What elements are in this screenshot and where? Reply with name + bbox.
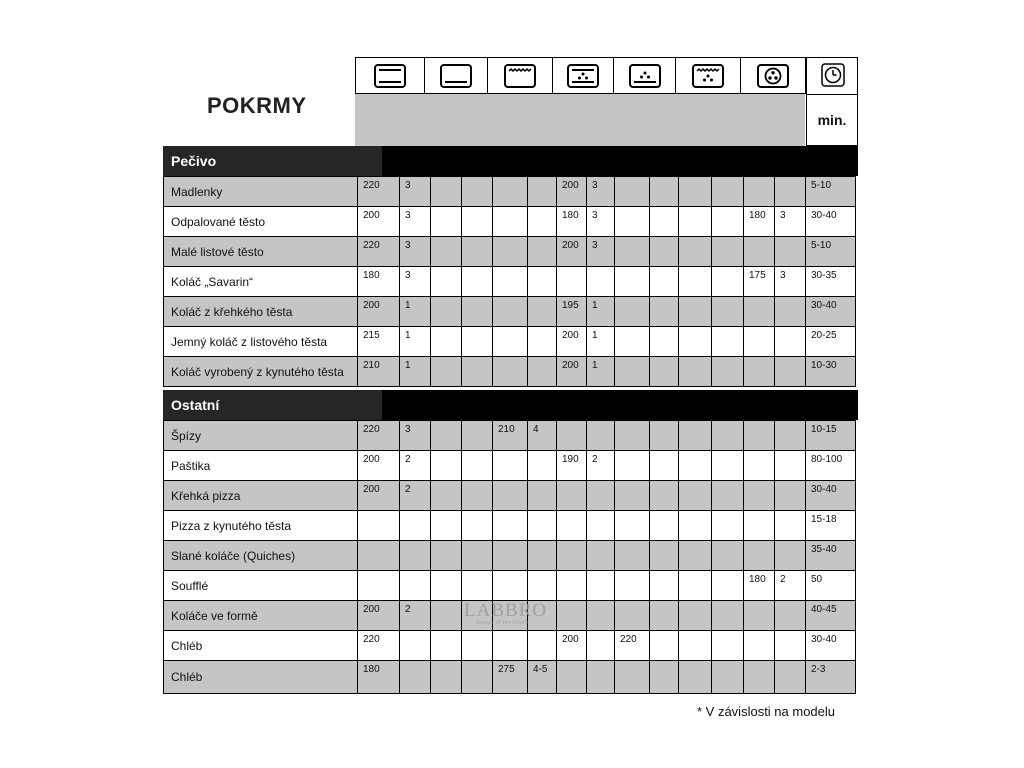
- rack-level-cell: 3: [400, 207, 431, 237]
- section-label: Ostatní: [163, 390, 382, 420]
- watermark-logo: LABBRO design of the future: [464, 600, 548, 626]
- table-row: [164, 327, 856, 357]
- temperature-cell: [744, 421, 775, 451]
- rack-level-cell: [775, 451, 806, 481]
- rack-level-cell: [775, 421, 806, 451]
- temperature-cell: [493, 451, 528, 481]
- rack-level-cell: [587, 267, 615, 297]
- rack-level-cell: 2: [400, 451, 431, 481]
- temperature-cell: [431, 481, 462, 511]
- page-title: POKRMY: [207, 93, 307, 118]
- rack-level-cell: [650, 481, 679, 511]
- time-cell: 50: [806, 571, 856, 601]
- rack-level-cell: [775, 661, 806, 694]
- table-row: [164, 541, 856, 571]
- rack-level-cell: [587, 481, 615, 511]
- rack-level-cell: [775, 177, 806, 207]
- rack-level-cell: [650, 661, 679, 694]
- rack-level-cell: [528, 297, 557, 327]
- temperature-cell: [615, 357, 650, 387]
- dish-name: Špízy: [164, 421, 358, 451]
- temperature-cell: [615, 297, 650, 327]
- temperature-cell: [431, 237, 462, 267]
- temperature-cell: [744, 541, 775, 571]
- time-cell: 20-25: [806, 327, 856, 357]
- rack-level-cell: [650, 541, 679, 571]
- temperature-cell: [431, 541, 462, 571]
- rack-level-cell: [775, 481, 806, 511]
- rack-level-cell: [587, 511, 615, 541]
- rack-level-cell: [528, 451, 557, 481]
- temperature-cell: [615, 511, 650, 541]
- temperature-cell: [679, 481, 712, 511]
- rack-level-cell: [587, 631, 615, 661]
- temperature-cell: [557, 481, 587, 511]
- temperature-cell: [557, 541, 587, 571]
- temperature-cell: [679, 327, 712, 357]
- rack-level-cell: [587, 661, 615, 694]
- table-row: [164, 207, 856, 237]
- temperature-cell: [431, 297, 462, 327]
- temperature-cell: 175: [744, 267, 775, 297]
- table-pecivo: [163, 176, 856, 387]
- oven-grill-icon: [487, 57, 553, 94]
- temperature-cell: [679, 571, 712, 601]
- temperature-cell: [431, 511, 462, 541]
- oven-fan-grill-icon: [675, 57, 741, 94]
- rack-level-cell: [462, 421, 493, 451]
- table-row: [164, 661, 856, 694]
- rack-level-cell: [650, 327, 679, 357]
- rack-level-cell: [462, 511, 493, 541]
- temperature-cell: 200: [557, 177, 587, 207]
- rack-level-cell: 3: [587, 237, 615, 267]
- rack-level-cell: 2: [400, 601, 431, 631]
- time-cell: 80-100: [806, 451, 856, 481]
- temperature-cell: 200: [358, 481, 400, 511]
- time-cell: 15-18: [806, 511, 856, 541]
- temperature-cell: 180: [358, 267, 400, 297]
- temperature-cell: 200: [557, 327, 587, 357]
- temperature-cell: 200: [557, 237, 587, 267]
- table-row: [164, 421, 856, 451]
- temperature-cell: [557, 661, 587, 694]
- dish-name: Odpalované těsto: [164, 207, 358, 237]
- rack-level-cell: [712, 177, 744, 207]
- rack-level-cell: [650, 357, 679, 387]
- table-row: [164, 571, 856, 601]
- oven-fan-bottom-icon: [613, 57, 676, 94]
- oven-bottom-heat-icon: [424, 57, 488, 94]
- rack-level-cell: [528, 237, 557, 267]
- rack-level-cell: 2: [400, 481, 431, 511]
- time-cell: 30-40: [806, 207, 856, 237]
- temperature-cell: 275: [493, 661, 528, 694]
- rack-level-cell: [650, 631, 679, 661]
- dish-name: Pizza z kynutého těsta: [164, 511, 358, 541]
- temperature-cell: [557, 601, 587, 631]
- oven-fan-top-bottom-icon: [552, 57, 614, 94]
- rack-level-cell: 3: [400, 421, 431, 451]
- dish-name: Malé listové těsto: [164, 237, 358, 267]
- rack-level-cell: 1: [587, 357, 615, 387]
- temperature-cell: [744, 327, 775, 357]
- temperature-cell: [679, 601, 712, 631]
- rack-level-cell: [712, 357, 744, 387]
- temperature-cell: [679, 207, 712, 237]
- table-row: [164, 451, 856, 481]
- temperature-cell: [744, 511, 775, 541]
- clock-icon: [821, 63, 845, 87]
- rack-level-cell: [712, 661, 744, 694]
- rack-level-cell: 4: [528, 421, 557, 451]
- dish-name: Koláč „Savarin“: [164, 267, 358, 297]
- temperature-cell: [493, 541, 528, 571]
- temperature-cell: 220: [358, 177, 400, 207]
- time-cell: 2-3: [806, 661, 856, 694]
- rack-level-cell: [587, 421, 615, 451]
- time-cell: 5-10: [806, 177, 856, 207]
- dish-name: Koláč z křehkého těsta: [164, 297, 358, 327]
- temperature-cell: [615, 571, 650, 601]
- temperature-cell: [431, 327, 462, 357]
- temperature-cell: [744, 601, 775, 631]
- oven-top-bottom-heat-icon: [355, 57, 425, 94]
- temperature-cell: [431, 601, 462, 631]
- rack-level-cell: [712, 297, 744, 327]
- temperature-cell: [493, 177, 528, 207]
- rack-level-cell: [400, 511, 431, 541]
- temperature-cell: [431, 451, 462, 481]
- temperature-cell: [615, 541, 650, 571]
- section-label: Pečivo: [163, 146, 382, 176]
- rack-level-cell: [712, 327, 744, 357]
- rack-level-cell: [462, 541, 493, 571]
- header-grey-bar: [355, 94, 805, 146]
- time-cell: 30-40: [806, 297, 856, 327]
- table-row: [164, 177, 856, 207]
- rack-level-cell: [400, 631, 431, 661]
- rack-level-cell: 1: [587, 327, 615, 357]
- temperature-cell: [615, 177, 650, 207]
- rack-level-cell: [528, 177, 557, 207]
- dish-name: Chléb: [164, 661, 358, 694]
- time-cell: 5-10: [806, 237, 856, 267]
- table-ostatni: [163, 420, 856, 694]
- temperature-cell: 220: [358, 237, 400, 267]
- time-cell: 30-40: [806, 631, 856, 661]
- rack-level-cell: [528, 481, 557, 511]
- temperature-cell: [679, 177, 712, 207]
- temperature-cell: [679, 661, 712, 694]
- temperature-cell: [431, 631, 462, 661]
- rack-level-cell: [775, 297, 806, 327]
- rack-level-cell: [462, 297, 493, 327]
- temperature-cell: [431, 661, 462, 694]
- table-row: [164, 631, 856, 661]
- table-row: [164, 237, 856, 267]
- temperature-cell: [615, 451, 650, 481]
- rack-level-cell: [712, 237, 744, 267]
- temperature-cell: [431, 421, 462, 451]
- rack-level-cell: [775, 327, 806, 357]
- rack-level-cell: 2: [775, 571, 806, 601]
- temperature-cell: [493, 631, 528, 661]
- time-cell: 35-40: [806, 541, 856, 571]
- rack-level-cell: [462, 327, 493, 357]
- temperature-cell: [431, 357, 462, 387]
- temperature-cell: [493, 267, 528, 297]
- rack-level-cell: [712, 451, 744, 481]
- temperature-cell: [744, 661, 775, 694]
- temperature-cell: [615, 327, 650, 357]
- temperature-cell: [744, 631, 775, 661]
- footnote: * V závislosti na modelu: [697, 704, 836, 719]
- temperature-cell: [358, 511, 400, 541]
- rack-level-cell: [712, 571, 744, 601]
- time-cell: 40-45: [806, 601, 856, 631]
- mode-header: [355, 57, 858, 146]
- temperature-cell: [744, 451, 775, 481]
- dish-name: Soufflé: [164, 571, 358, 601]
- rack-level-cell: 2: [587, 451, 615, 481]
- rack-level-cell: [650, 267, 679, 297]
- rack-level-cell: 1: [400, 357, 431, 387]
- rack-level-cell: 1: [400, 327, 431, 357]
- temperature-cell: [431, 267, 462, 297]
- temperature-cell: [744, 177, 775, 207]
- temperature-cell: [615, 421, 650, 451]
- section-header-ostatni: [163, 390, 858, 420]
- rack-level-cell: [775, 631, 806, 661]
- rack-level-cell: [528, 207, 557, 237]
- rack-level-cell: [712, 481, 744, 511]
- rack-level-cell: [712, 511, 744, 541]
- temperature-cell: [431, 571, 462, 601]
- rack-level-cell: [462, 177, 493, 207]
- temperature-cell: 220: [615, 631, 650, 661]
- dish-name: Jemný koláč z listového těsta: [164, 327, 358, 357]
- rack-level-cell: [462, 237, 493, 267]
- table-row: [164, 297, 856, 327]
- temperature-cell: [615, 237, 650, 267]
- table-row: [164, 481, 856, 511]
- rack-level-cell: [587, 571, 615, 601]
- time-cell: 10-15: [806, 421, 856, 451]
- temperature-cell: 200: [358, 207, 400, 237]
- temperature-cell: [679, 631, 712, 661]
- rack-level-cell: 3: [775, 207, 806, 237]
- dish-name: Slané koláče (Quiches): [164, 541, 358, 571]
- temperature-cell: [557, 571, 587, 601]
- rack-level-cell: [528, 571, 557, 601]
- temperature-cell: 180: [557, 207, 587, 237]
- temperature-cell: [679, 297, 712, 327]
- rack-level-cell: 3: [400, 177, 431, 207]
- rack-level-cell: [462, 661, 493, 694]
- dish-name: Koláč vyrobený z kynutého těsta: [164, 357, 358, 387]
- dish-name: Madlenky: [164, 177, 358, 207]
- temperature-cell: [679, 541, 712, 571]
- temperature-cell: [615, 267, 650, 297]
- rack-level-cell: 3: [400, 267, 431, 297]
- temperature-cell: [493, 237, 528, 267]
- temperature-cell: [493, 297, 528, 327]
- dish-name: Křehká pizza: [164, 481, 358, 511]
- rack-level-cell: [650, 177, 679, 207]
- rack-level-cell: [528, 511, 557, 541]
- rack-level-cell: [528, 357, 557, 387]
- rack-level-cell: 1: [400, 297, 431, 327]
- rack-level-cell: [400, 541, 431, 571]
- temperature-cell: [679, 451, 712, 481]
- rack-level-cell: [587, 601, 615, 631]
- rack-level-cell: [462, 631, 493, 661]
- temperature-cell: [679, 357, 712, 387]
- temperature-cell: [557, 421, 587, 451]
- table-row: [164, 267, 856, 297]
- time-column-header: [806, 57, 858, 146]
- temperature-cell: [358, 541, 400, 571]
- oven-hot-air-icon: [740, 57, 806, 94]
- rack-level-cell: [400, 571, 431, 601]
- temperature-cell: [744, 357, 775, 387]
- temperature-cell: 180: [744, 571, 775, 601]
- temperature-cell: 220: [358, 421, 400, 451]
- time-cell: 10-30: [806, 357, 856, 387]
- temperature-cell: [679, 237, 712, 267]
- rack-level-cell: 4-5: [528, 661, 557, 694]
- table-row: [164, 357, 856, 387]
- rack-level-cell: [462, 451, 493, 481]
- temperature-cell: [679, 511, 712, 541]
- time-cell: 30-40: [806, 481, 856, 511]
- temperature-cell: 215: [358, 327, 400, 357]
- rack-level-cell: [528, 267, 557, 297]
- temperature-cell: [744, 297, 775, 327]
- rack-level-cell: [712, 421, 744, 451]
- temperature-cell: 180: [744, 207, 775, 237]
- temperature-cell: [431, 177, 462, 207]
- temperature-cell: [744, 237, 775, 267]
- temperature-cell: 200: [358, 601, 400, 631]
- temperature-cell: [358, 571, 400, 601]
- rack-level-cell: [775, 601, 806, 631]
- temperature-cell: [493, 357, 528, 387]
- temperature-cell: [493, 481, 528, 511]
- rack-level-cell: [650, 297, 679, 327]
- temperature-cell: [493, 511, 528, 541]
- temperature-cell: [744, 481, 775, 511]
- temperature-cell: [615, 601, 650, 631]
- rack-level-cell: [587, 541, 615, 571]
- rack-level-cell: 3: [400, 237, 431, 267]
- temperature-cell: [493, 207, 528, 237]
- temperature-cell: [615, 481, 650, 511]
- rack-level-cell: [775, 237, 806, 267]
- temperature-cell: 210: [358, 357, 400, 387]
- dish-name: Paštika: [164, 451, 358, 481]
- rack-level-cell: [462, 207, 493, 237]
- temperature-cell: [431, 207, 462, 237]
- temperature-cell: [679, 267, 712, 297]
- rack-level-cell: 3: [587, 207, 615, 237]
- time-cell: 30-35: [806, 267, 856, 297]
- rack-level-cell: 3: [775, 267, 806, 297]
- rack-level-cell: [650, 511, 679, 541]
- rack-level-cell: [528, 541, 557, 571]
- rack-level-cell: [462, 481, 493, 511]
- rack-level-cell: [712, 601, 744, 631]
- time-unit-label: min.: [807, 94, 857, 145]
- temperature-cell: [679, 421, 712, 451]
- dish-name: Koláče ve formě: [164, 601, 358, 631]
- rack-level-cell: [650, 207, 679, 237]
- rack-level-cell: [775, 357, 806, 387]
- temperature-cell: 180: [358, 661, 400, 694]
- rack-level-cell: [462, 357, 493, 387]
- rack-level-cell: [712, 541, 744, 571]
- temperature-cell: [493, 571, 528, 601]
- temperature-cell: 200: [358, 297, 400, 327]
- rack-level-cell: [462, 267, 493, 297]
- section-header-pecivo: [163, 146, 858, 176]
- rack-level-cell: [528, 631, 557, 661]
- temperature-cell: [493, 327, 528, 357]
- temperature-cell: [557, 267, 587, 297]
- rack-level-cell: [775, 511, 806, 541]
- temperature-cell: 220: [358, 631, 400, 661]
- temperature-cell: [557, 511, 587, 541]
- temperature-cell: 200: [557, 631, 587, 661]
- rack-level-cell: [712, 207, 744, 237]
- dish-name: Chléb: [164, 631, 358, 661]
- temperature-cell: 200: [557, 357, 587, 387]
- table-row: [164, 511, 856, 541]
- temperature-cell: 200: [358, 451, 400, 481]
- rack-level-cell: 1: [587, 297, 615, 327]
- rack-level-cell: 3: [587, 177, 615, 207]
- rack-level-cell: [528, 327, 557, 357]
- rack-level-cell: [712, 267, 744, 297]
- rack-level-cell: [775, 541, 806, 571]
- rack-level-cell: [650, 571, 679, 601]
- rack-level-cell: [400, 661, 431, 694]
- rack-level-cell: [462, 571, 493, 601]
- rack-level-cell: [650, 421, 679, 451]
- temperature-cell: 190: [557, 451, 587, 481]
- temperature-cell: [615, 661, 650, 694]
- temperature-cell: 195: [557, 297, 587, 327]
- temperature-cell: 210: [493, 421, 528, 451]
- rack-level-cell: [712, 631, 744, 661]
- rack-level-cell: [650, 451, 679, 481]
- rack-level-cell: [650, 601, 679, 631]
- rack-level-cell: [650, 237, 679, 267]
- temperature-cell: [615, 207, 650, 237]
